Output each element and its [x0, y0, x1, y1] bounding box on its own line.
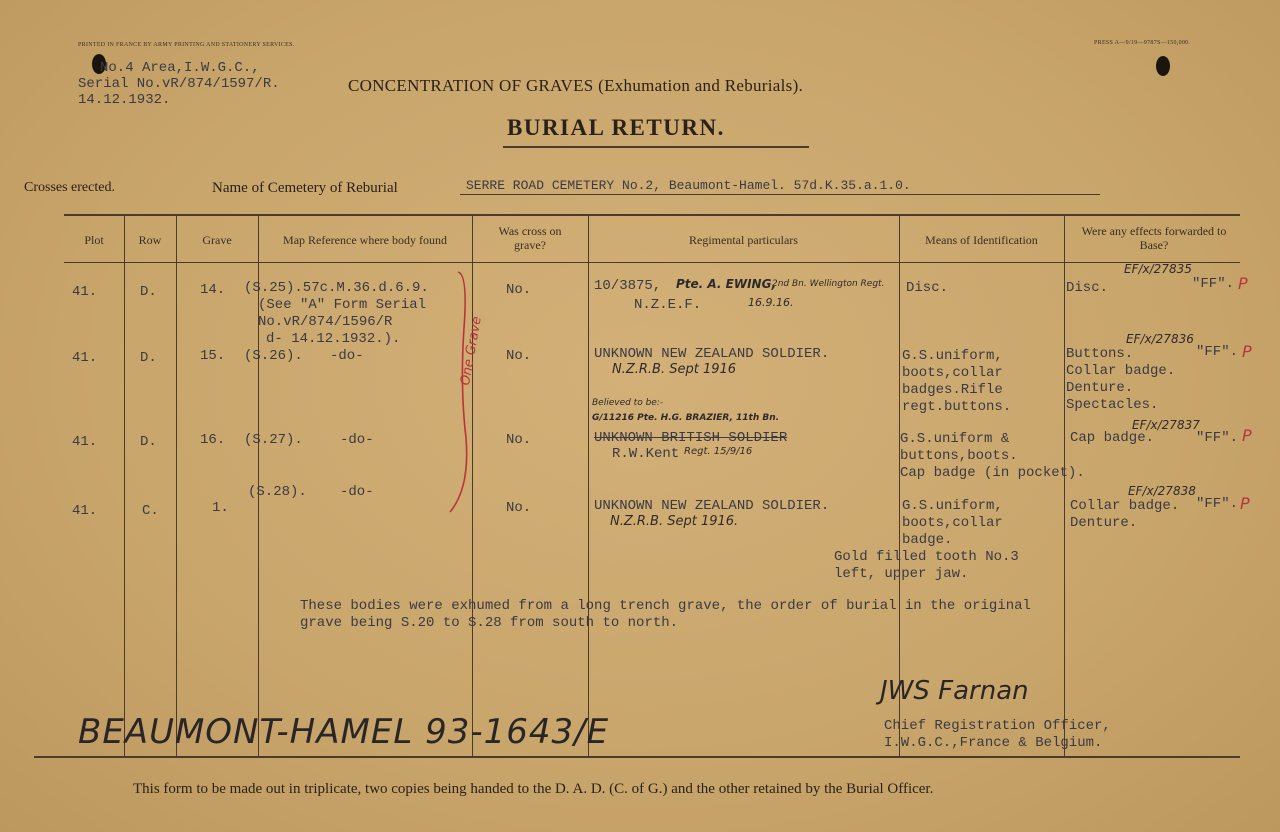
map-ref-line: (See "A" Form Serial: [258, 297, 427, 313]
plot-cell: 41.: [72, 434, 98, 450]
regimental-typed-struck: UNKNOWN BRITISH SOLDIER: [594, 430, 788, 446]
effects-line: Buttons.: [1066, 346, 1134, 362]
grave-cell: 16.: [200, 432, 226, 448]
office-ref-line3: 14.12.1932.: [78, 92, 171, 108]
col-header-cross: Was cross on grave?: [498, 224, 562, 252]
regimental-typed: UNKNOWN NEW ZEALAND SOLDIER.: [594, 498, 830, 514]
identification-cell: [902, 348, 1011, 416]
office-ref: [78, 60, 280, 108]
regimental-force: N.Z.E.F.: [634, 297, 702, 313]
identification-line: Gold filled tooth No.3: [834, 549, 1019, 565]
exhumation-note-line: grave being S.20 to S.28 from south to north.: [300, 615, 679, 631]
form-title: CONCENTRATION OF GRAVES (Exhumation and Reburials).: [348, 76, 804, 95]
regimental-typed: UNKNOWN NEW ZEALAND SOLDIER.: [594, 346, 830, 362]
grave-cell: 1.: [212, 500, 229, 516]
regimental-handwritten-unit: 2nd Bn. Wellington Regt.: [772, 279, 885, 289]
col-header-row: Row: [138, 233, 162, 247]
row-cell: D.: [140, 434, 157, 450]
regimental-handwritten: N.Z.R.B. Sept 1916.: [610, 514, 739, 529]
effects-cell: [1066, 346, 1175, 414]
identification-line: badge.: [902, 532, 953, 548]
grave-cell: 15.: [200, 348, 226, 364]
officer-signature: JWS Farnan: [880, 676, 1029, 706]
identification-cell: Disc.: [906, 280, 949, 296]
map-ref-cell: (S.28).: [248, 484, 307, 500]
bottom-instruction: This form to be made out in triplicate, two copies being handed to the D. A. D. (C. of G.) and the other retained by the Burial Officer.: [133, 781, 934, 797]
identification-line: G.S.uniform &: [900, 431, 1010, 447]
map-ref-ditto: -do-: [340, 484, 374, 500]
plot-cell: 41.: [72, 503, 98, 519]
cross-cell: No.: [506, 348, 532, 364]
row-cell: C.: [142, 503, 159, 519]
identification-line: G.S.uniform,: [902, 498, 1003, 514]
regimental-typed-unit: R.W.Kent: [612, 446, 680, 462]
side-note-one-grave: One Grave: [458, 315, 485, 387]
identification-line: regt.buttons.: [902, 399, 1012, 415]
effects-red-mark: P: [1240, 494, 1250, 513]
identification-line: buttons,boots.: [900, 448, 1018, 464]
identification-line: boots,collar: [902, 515, 1003, 531]
map-ref-line: d- 14.12.1932.).: [266, 331, 401, 347]
red-grouping-brace: [444, 268, 484, 518]
plot-cell: 41.: [72, 284, 98, 300]
col-header-effects: Were any effects forwarded to Base?: [1081, 224, 1227, 252]
row-cell: D.: [140, 284, 157, 300]
effects-cell: [1070, 498, 1179, 532]
cemetery-value: SERRE ROAD CEMETERY No.2, Beaumont-Hamel. 57d.K.35.a.1.0.: [466, 178, 911, 193]
effects-line: Collar badge.: [1066, 363, 1176, 379]
effects-reference: EF/x/27838: [1128, 484, 1196, 498]
effects-cell: Cap badge.: [1070, 430, 1155, 446]
effects-ff-mark: "FF".: [1196, 430, 1239, 446]
regimental-believed: Believed to be:-: [592, 398, 664, 408]
map-ref-line: No.vR/874/1596/R: [258, 314, 393, 330]
map-ref-ditto: -do-: [340, 432, 374, 448]
form-subtitle: BURIAL RETURN.: [507, 115, 725, 140]
identification-line: G.S.uniform,: [902, 348, 1003, 364]
effects-line: Collar badge.: [1070, 498, 1180, 514]
cross-cell: No.: [506, 500, 532, 516]
identification-cell: [902, 498, 1003, 549]
regimental-handwritten-name: Pte. A. EWING,: [676, 277, 777, 291]
handwritten-cemetery-reference: BEAUMONT-HAMEL 93-1643/E: [78, 712, 610, 752]
crosses-label: Crosses erected.: [24, 180, 115, 195]
exhumation-note-line: These bodies were exhumed from a long trench grave, the order of burial in the original: [300, 598, 1031, 614]
effects-reference: EF/x/27835: [1124, 262, 1192, 276]
identification-tooth: [834, 549, 1019, 583]
officer-title-line: I.W.G.C.,France & Belgium.: [884, 735, 1103, 751]
identification-line: Cap badge (in pocket).: [900, 465, 1085, 481]
col-header-identification: Means of Identification: [925, 233, 1038, 247]
col-header-plot: Plot: [84, 233, 104, 247]
regimental-handwritten: Regt. 15/9/16: [684, 446, 753, 457]
col-header-regimental: Regimental particulars: [689, 233, 798, 247]
effects-reference: EF/x/27836: [1126, 332, 1194, 346]
office-ref-line1: No.4 Area,I.W.G.C.,: [100, 60, 260, 76]
office-ref-line2: Serial No.vR/874/1597/R.: [78, 76, 280, 92]
effects-ff-mark: "FF".: [1192, 276, 1235, 292]
col-header-map-reference: Map Reference where body found: [283, 233, 447, 247]
identification-line: boots,collar: [902, 365, 1003, 381]
print-notice: PRINTED IN FRANCE BY ARMY PRINTING AND STATIONERY SERVICES.: [78, 42, 295, 48]
map-ref-cell: (S.26).: [244, 348, 303, 364]
map-ref-ditto: -do-: [330, 348, 364, 364]
effects-red-mark: P: [1242, 426, 1252, 445]
table-bottom-rule: [34, 756, 1240, 758]
regimental-handwritten-date: 16.9.16.: [748, 296, 794, 309]
press-ref: PRESS A—9/19—9787S—150,000.: [1094, 40, 1191, 46]
effects-ff-mark: "FF".: [1196, 496, 1239, 512]
map-ref-line: (S.25).57c.M.36.d.6.9.: [244, 280, 429, 296]
col-header-grave: Grave: [202, 233, 232, 247]
effects-cell: Disc.: [1066, 280, 1109, 296]
cross-cell: No.: [506, 432, 532, 448]
map-ref-cell: [244, 280, 429, 348]
exhumation-note: [300, 598, 1031, 632]
effects-line: Spectacles.: [1066, 397, 1159, 413]
cemetery-label: Name of Cemetery of Reburial: [212, 180, 398, 196]
regimental-handwritten: N.Z.R.B. Sept 1916: [612, 362, 737, 377]
effects-red-mark: P: [1238, 274, 1248, 293]
effects-line: Denture.: [1066, 380, 1134, 396]
effects-line: Denture.: [1070, 515, 1138, 531]
plot-cell: 41.: [72, 350, 98, 366]
identification-cell: [900, 431, 1085, 482]
punch-hole-right: [1156, 56, 1170, 76]
regimental-number: 10/3875,: [594, 278, 662, 294]
effects-ff-mark: "FF".: [1196, 344, 1239, 360]
officer-title-line: Chief Registration Officer,: [884, 718, 1111, 734]
officer-title: [884, 718, 1111, 752]
map-ref-cell: (S.27).: [244, 432, 303, 448]
identification-line: badges.Rifle: [902, 382, 1003, 398]
grave-cell: 14.: [200, 282, 226, 298]
effects-reference: EF/x/27837: [1132, 418, 1200, 432]
effects-red-mark: P: [1242, 342, 1252, 361]
regimental-handwritten-name: G/11216 Pte. H.G. BRAZIER, 11th Bn.: [592, 413, 780, 423]
cross-cell: No.: [506, 282, 532, 298]
identification-line: left, upper jaw.: [834, 566, 969, 582]
row-cell: D.: [140, 350, 157, 366]
